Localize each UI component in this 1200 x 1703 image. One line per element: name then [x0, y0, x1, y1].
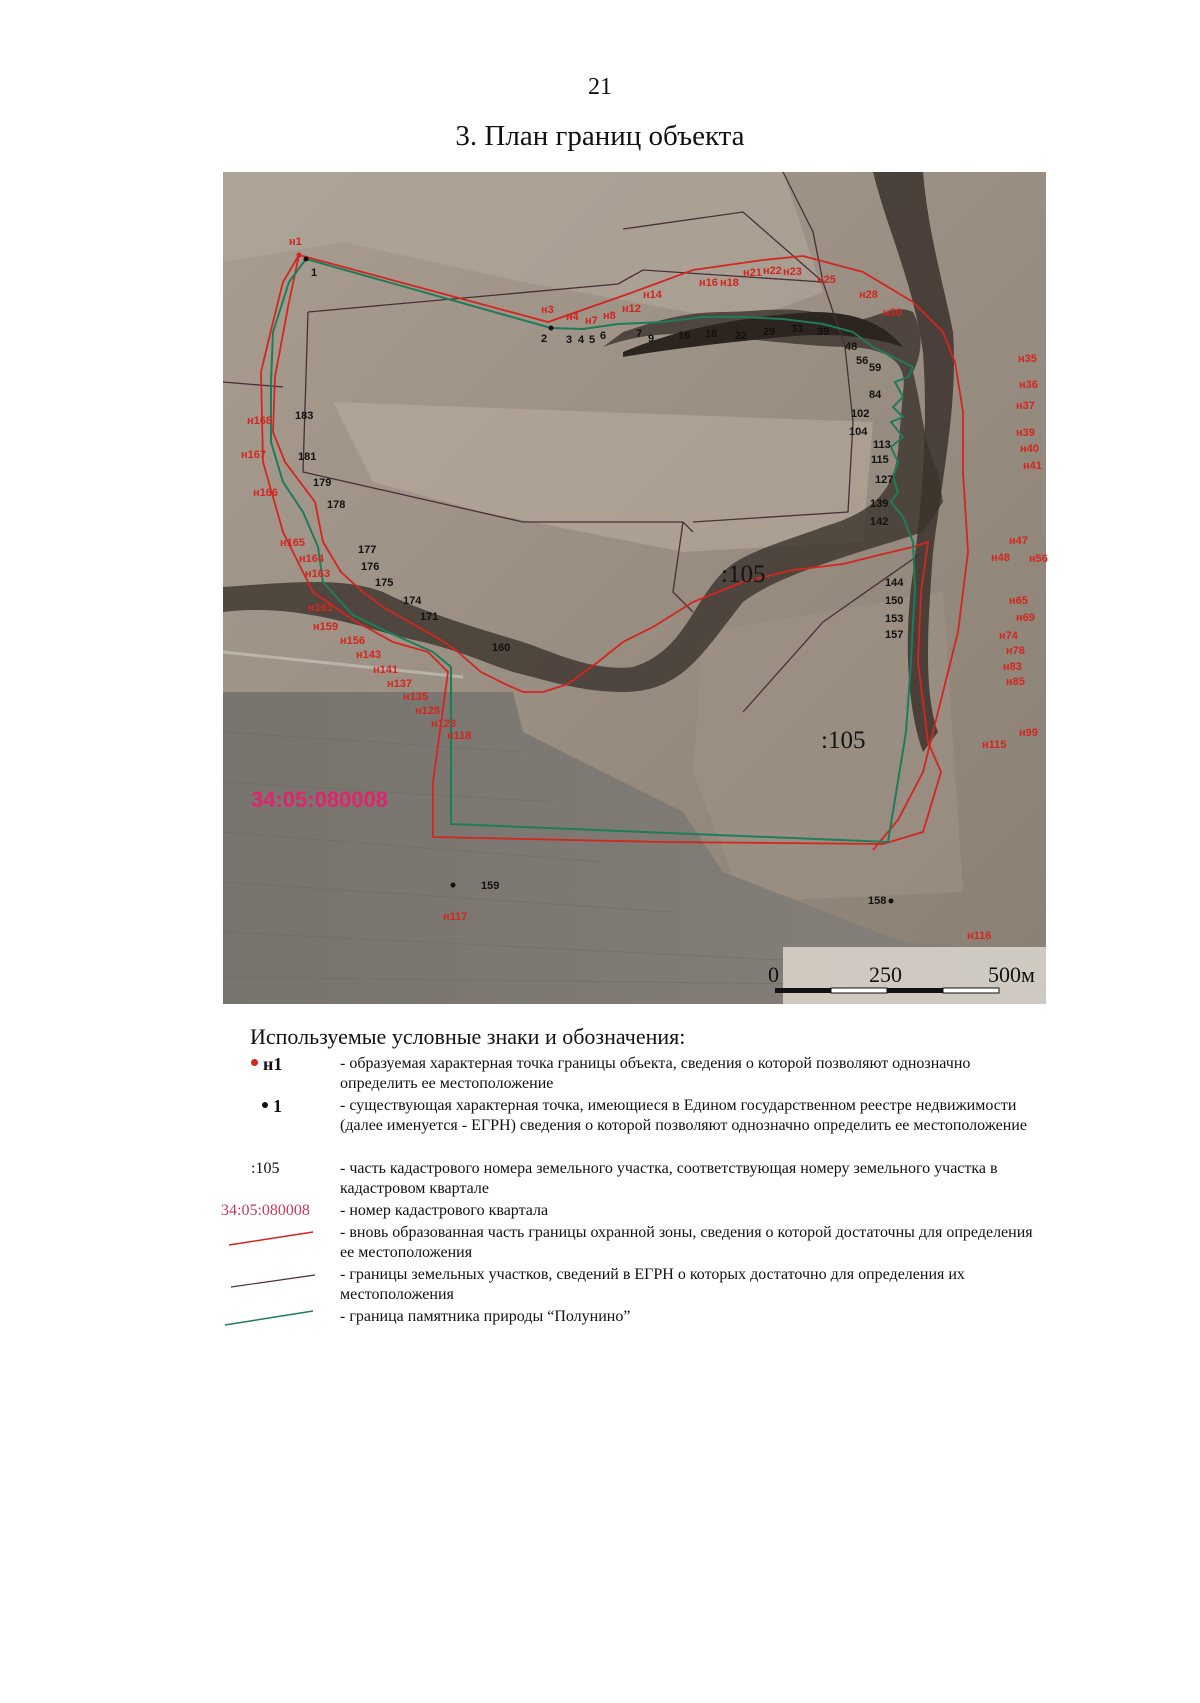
scale-bar	[768, 947, 1046, 1004]
svg-text:159: 159	[481, 880, 500, 892]
page-title: 3. План границ объекта	[455, 120, 745, 152]
svg-text:6: 6	[600, 330, 607, 342]
svg-text:н4: н4	[566, 311, 579, 323]
svg-text:22: 22	[735, 330, 748, 342]
svg-text:н161: н161	[308, 602, 333, 614]
svg-text:н69: н69	[1016, 612, 1035, 624]
svg-text:175: 175	[375, 577, 394, 589]
parcel-label: :105	[821, 727, 866, 754]
svg-text:39: 39	[817, 326, 830, 338]
svg-text:н47: н47	[1009, 535, 1028, 547]
black-dot-icon	[262, 1102, 268, 1108]
svg-text:н74: н74	[999, 630, 1018, 642]
svg-text:9: 9	[648, 333, 655, 345]
legend-title: Используемые условные знаки и обозначения:	[250, 1024, 686, 1049]
quarter-label: 34:05:080008	[251, 787, 389, 812]
svg-text:н12: н12	[622, 303, 641, 315]
green-line-icon	[221, 1307, 341, 1337]
svg-text:н22: н22	[763, 265, 782, 277]
legend-item-protected-zone: - вновь образованная часть границы охранной зоны, сведения о которой достаточны для определения ее местоположения	[221, 1223, 1051, 1263]
svg-text:н21: н21	[743, 267, 762, 279]
svg-text:н18: н18	[720, 277, 739, 289]
svg-text:1: 1	[311, 267, 318, 279]
svg-text:н28: н28	[859, 289, 878, 301]
svg-text:33: 33	[791, 323, 804, 335]
existing-point-marker	[304, 257, 309, 262]
svg-text:3: 3	[566, 334, 573, 346]
svg-text:н156: н156	[340, 635, 365, 647]
svg-text:н164: н164	[299, 553, 324, 565]
svg-text:н99: н99	[1019, 727, 1038, 739]
svg-text:н83: н83	[1003, 661, 1022, 673]
svg-text:н141: н141	[373, 664, 398, 676]
scale-tick-250: 250	[869, 962, 902, 987]
map-panel[interactable]	[223, 172, 1046, 1004]
legend-item-existing-point: 1 - существующая характерная точка, имеющиеся в Едином государственном реестре недвижимости (далее именуется - ЕГРН) сведения о которой позволяют однозначно определить ее местоположение	[221, 1096, 1051, 1158]
svg-text:н25: н25	[817, 274, 836, 286]
svg-text:н159: н159	[313, 621, 338, 633]
svg-text:н3: н3	[541, 304, 554, 316]
svg-text:56: 56	[856, 355, 869, 367]
svg-text:н137: н137	[387, 678, 412, 690]
svg-text:157: 157	[885, 629, 904, 641]
svg-text:4: 4	[578, 334, 585, 346]
svg-text:29: 29	[763, 326, 776, 338]
svg-text:н7: н7	[585, 315, 598, 327]
svg-text:18: 18	[705, 328, 718, 340]
svg-text:н117: н117	[443, 911, 468, 923]
svg-text:181: 181	[298, 451, 317, 463]
svg-text:н8: н8	[603, 310, 616, 322]
legend-item-land-plots: - границы земельных участков, сведений в ЕГРН о которых достаточно для определения их местоположения	[221, 1265, 1051, 1305]
parcel-label: :105	[721, 561, 766, 588]
svg-text:176: 176	[361, 561, 380, 573]
svg-text:н16: н16	[699, 277, 718, 289]
svg-text:177: 177	[358, 544, 377, 556]
purple-line-icon	[221, 1265, 341, 1295]
svg-text:н36: н36	[1019, 379, 1038, 391]
svg-text:127: 127	[875, 474, 894, 486]
svg-text:178: 178	[327, 499, 346, 511]
svg-text:н85: н85	[1006, 676, 1025, 688]
svg-text:н165: н165	[280, 537, 305, 549]
svg-text:104: 104	[849, 426, 868, 438]
svg-text:н30: н30	[883, 307, 902, 319]
new-point-symbol: н1	[221, 1054, 341, 1074]
svg-text:171: 171	[420, 611, 439, 623]
scale-tick-0: 0	[768, 962, 779, 987]
svg-text:5: 5	[589, 334, 596, 346]
svg-text:115: 115	[871, 454, 889, 466]
svg-text:150: 150	[885, 595, 904, 607]
svg-text:153: 153	[885, 613, 904, 625]
svg-text:158: 158	[868, 895, 887, 907]
svg-text:н116: н116	[967, 930, 992, 942]
svg-text:н40: н40	[1020, 443, 1039, 455]
svg-text:н168: н168	[247, 415, 272, 427]
svg-text:113: 113	[873, 439, 891, 451]
svg-text:н48: н48	[991, 552, 1010, 564]
svg-text:7: 7	[636, 328, 643, 340]
svg-text:н167: н167	[241, 449, 266, 461]
svg-text:59: 59	[869, 362, 882, 374]
svg-text:16: 16	[678, 330, 691, 342]
new-point-marker	[297, 253, 302, 258]
svg-text:144: 144	[885, 577, 904, 589]
svg-text:н1: н1	[289, 236, 302, 248]
legend-item-monument: - граница памятника природы “Полунино”	[221, 1307, 1051, 1329]
svg-text:174: 174	[403, 595, 422, 607]
svg-text:н65: н65	[1009, 595, 1028, 607]
svg-text:102: 102	[851, 408, 870, 420]
svg-text:н123: н123	[431, 718, 456, 730]
red-dot-icon	[251, 1059, 258, 1066]
svg-text:н14: н14	[643, 289, 662, 301]
svg-text:48: 48	[845, 341, 858, 353]
svg-text:н128: н128	[415, 705, 440, 717]
svg-text:160: 160	[492, 642, 511, 654]
svg-text:н135: н135	[403, 691, 428, 703]
svg-text:н115: н115	[982, 739, 1007, 751]
legend-item-new-point: н1 - образуемая характерная точка границы объекта, сведения о которой позволяют однозначно определить ее местоположение	[221, 1054, 1051, 1096]
svg-text:н78: н78	[1006, 645, 1025, 657]
svg-text:183: 183	[295, 410, 314, 422]
svg-text:н35: н35	[1018, 353, 1037, 365]
svg-text:н56: н56	[1029, 553, 1048, 565]
legend-item-parcel: :105 - часть кадастрового номера земельного участка, соответствующая номеру земельного участка в кадастровом квартале	[251, 1160, 998, 1197]
svg-text:н166: н166	[253, 487, 278, 499]
svg-text:2: 2	[541, 333, 548, 345]
svg-text:142: 142	[870, 516, 889, 528]
svg-text:н143: н143	[356, 649, 381, 661]
svg-text:84: 84	[869, 389, 882, 401]
scale-tick-500: 500м	[988, 962, 1035, 987]
svg-text:н37: н37	[1016, 400, 1035, 412]
red-line-icon	[221, 1223, 341, 1253]
satellite-map[interactable]	[223, 172, 1046, 1004]
svg-text:н118: н118	[447, 730, 472, 742]
existing-point-symbol: 1	[221, 1096, 341, 1116]
svg-text:139: 139	[870, 498, 889, 510]
svg-text:179: 179	[313, 477, 332, 489]
page-number: 21	[588, 74, 612, 100]
svg-text:н23: н23	[783, 266, 802, 278]
svg-text:н41: н41	[1023, 460, 1042, 472]
legend-item-quarter: 34:05:080008 - номер кадастрового квартала	[221, 1202, 549, 1219]
svg-text:н163: н163	[305, 568, 330, 580]
svg-text:н39: н39	[1016, 427, 1035, 439]
